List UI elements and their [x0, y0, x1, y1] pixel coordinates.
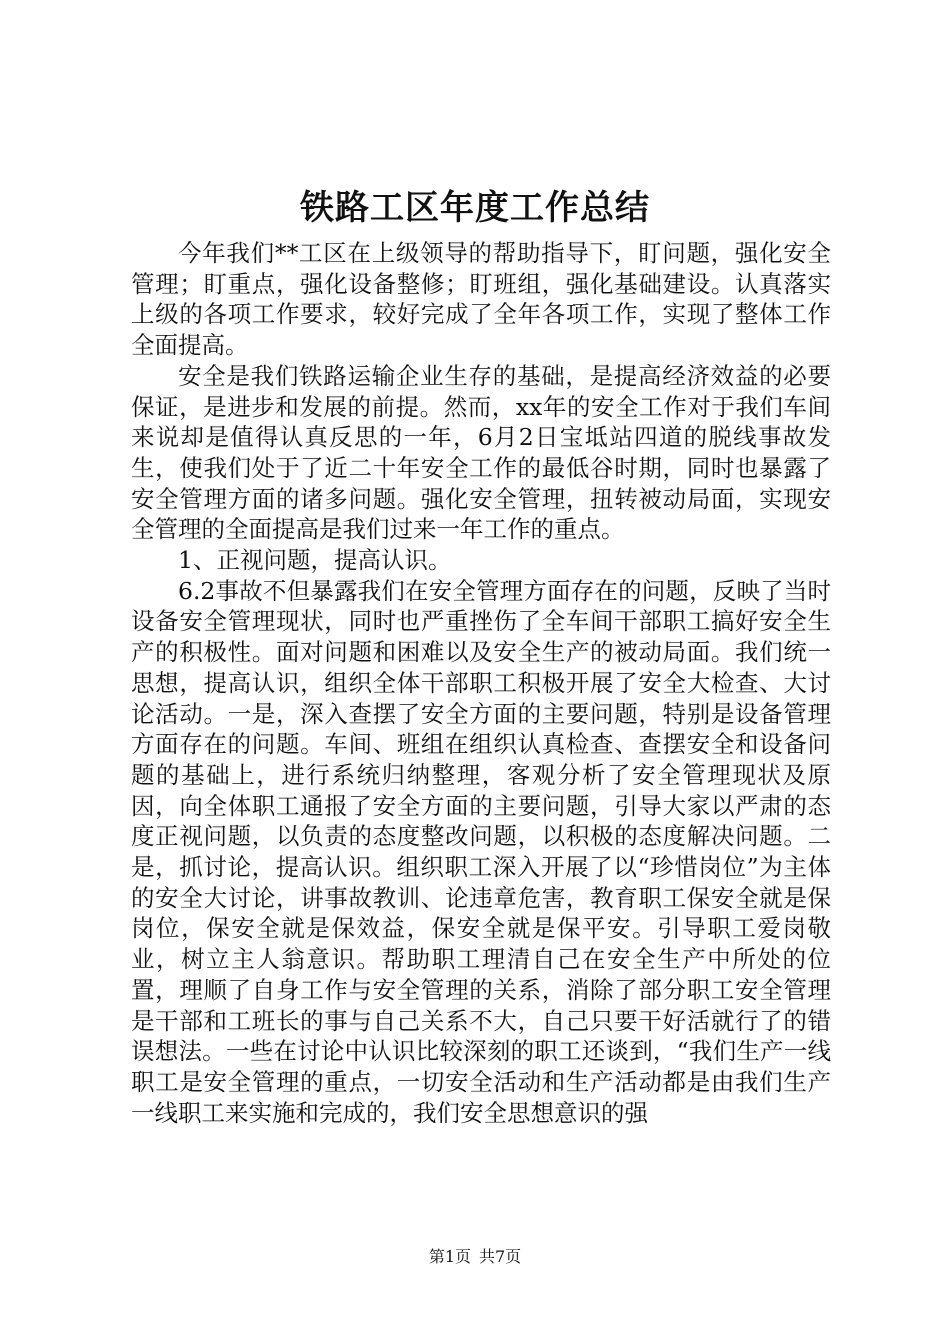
page-footer	[0, 1247, 950, 1267]
paragraph-accident: 6.2事故不但暴露我们在安全管理方面存在的问题，反映了当时设备安全管理现状，同时也严重挫伤了全车间干部职工搞好安全生产的积极性。面对问题和困难以及安全生产的被动局面。我们统一思想，提高认识，组织全体干部职工积极开展了安全大检查、大讨论活动。一是，深入查摆了安全方面的主要问题，特别是设备管理方面存在的问题。车间、班组在组织认真检查、查摆安全和设备问题的基础上，进行系统归纳整理，客观分析了安全管理现状及原因，向全体职工通报了安全方面的主要问题，引导大家以严肃的态度正视问题，以负责的态度整改问题，以积极的态度解决问题。二是，抓讨论，提高认识。组织职工深入开展了以“珍惜岗位”为主体的安全大讨论，讲事故教训、论违章危害，教育职工保安全就是保岗位，保安全就是保效益，保安全就是保平安。引导职工爱岗敬业，树立主人翁意识。帮助职工理清自己在安全生产中所处的位置，理顺了自身工作与安全管理的关系，消除了部分职工安全管理是干部和工班长的事与自己关系不大，自己只要干好活就行了的错误想法。一些在讨论中认识比较深刻的职工还谈到，“我们生产一线职工是安全管理的重点，一切安全活动和生产活动都是由我们生产一线职工来实施和完成的，我们安全思想意识的强	[131, 576, 831, 1127]
paragraph-intro: 今年我们**工区在上级领导的帮助指导下，盯问题，强化安全管理；盯重点，强化设备整修；盯班组，强化基础建设。认真落实上级的各项工作要求，较好完成了全年各项工作，实现了整体工作全面提高。	[131, 239, 831, 360]
page-number: 第1页	[428, 1247, 471, 1266]
document-body	[131, 238, 831, 1128]
section-heading-1: 1、正视问题，提高认识。	[178, 546, 452, 575]
paragraph-safety: 安全是我们铁路运输企业生存的基础，是提高经济效益的必要保证，是进步和发展的前提。然而，xx年的安全工作对于我们车间来说却是值得认真反思的一年，6月2日宝坻站四道的脱线事故发生，使我们处于了近二十年安全工作的最低谷时期，同时也暴露了安全管理方面的诸多问题。强化安全管理，扭转被动局面，实现安全管理的全面提高是我们过来一年工作的重点。	[131, 361, 831, 544]
page-total: 共7页	[479, 1247, 522, 1266]
document-title: 铁路工区年度工作总结	[300, 188, 650, 228]
